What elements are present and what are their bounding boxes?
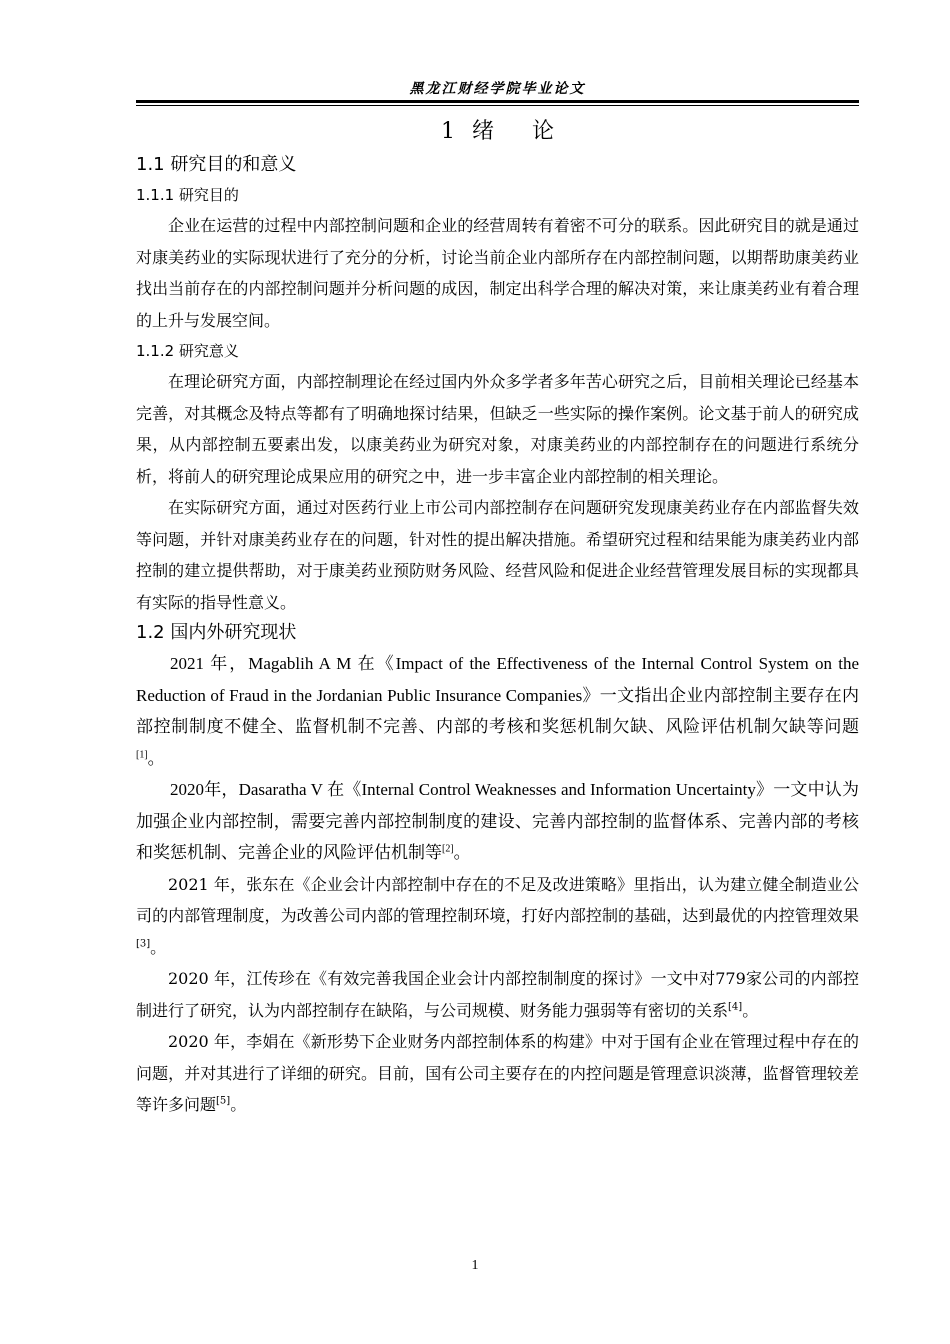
citation-marker: [4] xyxy=(728,1001,743,1013)
section-heading-1-2: 1.2 国内外研究现状 xyxy=(136,622,297,643)
chapter-title xyxy=(136,114,859,150)
literature-paragraph: 2021 年，张东在《企业会计内部控制中存在的不足及改进策略》里指出，认为建立健全制造业公司的内部管理制度，为改善公司内部的管理控制环境，打好内部控制的基础，达到最优的内控管理效果[3]。 xyxy=(136,874,859,957)
paragraph-research-purpose: 企业在运营的过程中内部控制问题和企业的经营周转有着密不可分的联系。因此研究目的就是通过对康美药业的实际现状进行了充分的分析，讨论当前企业内部所存在内部控制问题，以期帮助康美药业找出当前存在的内部控制问题并分析问题的成因，制定出科学合理的解决对策，来让康美药业有着合理的上升与发展空间。 xyxy=(136,216,859,330)
citation-marker: [1] xyxy=(136,748,148,760)
literature-paragraph: 2020年，Dasaratha V 在《Internal Control Weaknesses and Information Uncertainty》一文中认为加强企业内部控制，需要完善内部控制制度的建设、完善内部控制的监督体系、完善内部的考核和奖惩机制、完善企业的风险评估机制等[2]。 xyxy=(136,780,859,862)
page-number: 1 xyxy=(471,1258,479,1273)
literature-paragraph: 2020 年，江传珍在《有效完善我国企业会计内部控制制度的探讨》一文中对779家公司的内部控制进行了研究，认为内部控制存在缺陷，与公司规模、财务能力强弱等有密切的关系[4]。 xyxy=(136,969,859,1020)
header-rule-thick xyxy=(136,100,859,103)
chapter-word-1: 绪 xyxy=(471,119,494,144)
section-heading-1-1: 1.1 研究目的和意义 xyxy=(136,154,297,175)
citation-marker: [2] xyxy=(442,843,454,855)
citation-marker: [3] xyxy=(136,938,151,950)
literature-paragraph: 2020 年，李娟在《新形势下企业财务内部控制体系的构建》中对于国有企业在管理过程中存在的问题，并对其进行了详细的研究。目前，国有公司主要存在的内控问题是管理意识淡薄，监督管理较差等许多问题[5]。 xyxy=(136,1032,859,1114)
chapter-number: 1 xyxy=(440,119,455,144)
page-body xyxy=(136,112,859,1121)
header-rule-thin xyxy=(136,105,859,106)
chapter-word-2: 论 xyxy=(532,119,555,144)
subsection-heading-1-1-1: 1.1.1 研究目的 xyxy=(136,186,239,204)
subsection-heading-1-1-2: 1.1.2 研究意义 xyxy=(136,342,239,360)
paragraph-practical-significance: 在实际研究方面，通过对医药行业上市公司内部控制存在问题研究发现康美药业存在内部监督失效等问题，并针对康美药业存在的问题，针对性的提出解决措施。希望研究过程和结果能为康美药业内部控制的建立提供帮助，对于康美药业预防财务风险、经营风险和促进企业经营管理发展目标的实现都具有实际的指导性意义。 xyxy=(136,498,859,612)
literature-paragraph: 2021 年，Magablih A M 在《Impact of the Effectiveness of the Internal Control System on the Reduction of Fraud in the Jordanian Public Insurance Companies》一文指出企业内部控制主要存在内部控制制度不健全、监督机制不完善、内部的考核和奖惩机制欠缺、风险评估机制欠缺等问题[1]。 xyxy=(136,654,859,768)
citation-marker: [5] xyxy=(216,1095,231,1107)
running-header: 黑龙江财经学院毕业论文 xyxy=(409,81,586,97)
paragraph-theoretical-significance: 在理论研究方面，内部控制理论在经过国内外众多学者多年苦心研究之后，目前相关理论已经基本完善，对其概念及特点等都有了明确地探讨结果，但缺乏一些实际的操作案例。论文基于前人的研究成果，从内部控制五要素出发，以康美药业为研究对象，对康美药业的内部控制存在的问题进行系统分析，将前人的研究理论成果应用的研究之中，进一步丰富企业内部控制的相关理论。 xyxy=(136,372,859,486)
